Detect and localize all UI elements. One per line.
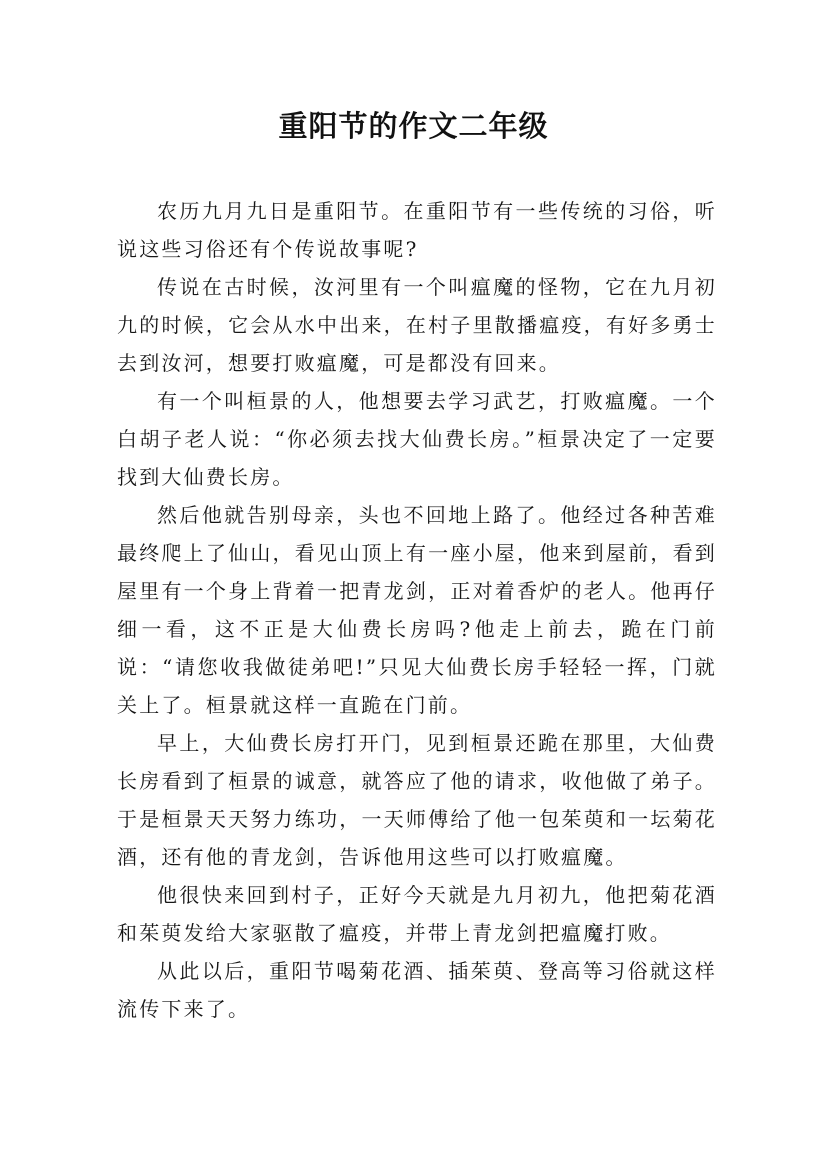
paragraph: 他很快来回到村子，正好今天就是九月初九，他把菊花酒和茱萸发给大家驱散了瘟疫，并带上青龙剑把瘟魔打败。 (117, 883, 717, 945)
document-body (117, 192, 717, 1028)
paragraph: 有一个叫桓景的人，他想要去学习武艺，打败瘟魔。一个白胡子老人说：“你必须去找大仙费长房。”桓景决定了一定要找到大仙费长房。 (117, 389, 717, 489)
document-title: 重阳节的作文二年级 (278, 109, 549, 143)
paragraph: 然后他就告别母亲，头也不回地上路了。他经过各种苦难最终爬上了仙山，看见山顶上有一座小屋，他来到屋前，看到屋里有一个身上背着一把青龙剑，正对着香炉的老人。他再仔细一看，这不正是大仙费长房吗?他走上前去，跪在门前说：“请您收我做徒弟吧!”只见大仙费长房手轻轻一挥，门就关上了。桓景就这样一直跪在门前。 (117, 503, 717, 717)
paragraph: 从此以后，重阳节喝菊花酒、插茱萸、登高等习俗就这样流传下来了。 (117, 959, 717, 1021)
paragraph: 农历九月九日是重阳节。在重阳节有一些传统的习俗，听说这些习俗还有个传说故事呢? (117, 199, 717, 261)
paragraph: 早上，大仙费长房打开门，见到桓景还跪在那里，大仙费长房看到了桓景的诚意，就答应了他的请求，收他做了弟子。于是桓景天天努力练功，一天师傅给了他一包茱萸和一坛菊花酒，还有他的青龙剑，告诉他用这些可以打败瘟魔。 (117, 731, 717, 869)
paragraph: 传说在古时候，汝河里有一个叫瘟魔的怪物，它在九月初九的时候，它会从水中出来，在村子里散播瘟疫，有好多勇士去到汝河，想要打败瘟魔，可是都没有回来。 (117, 275, 717, 375)
